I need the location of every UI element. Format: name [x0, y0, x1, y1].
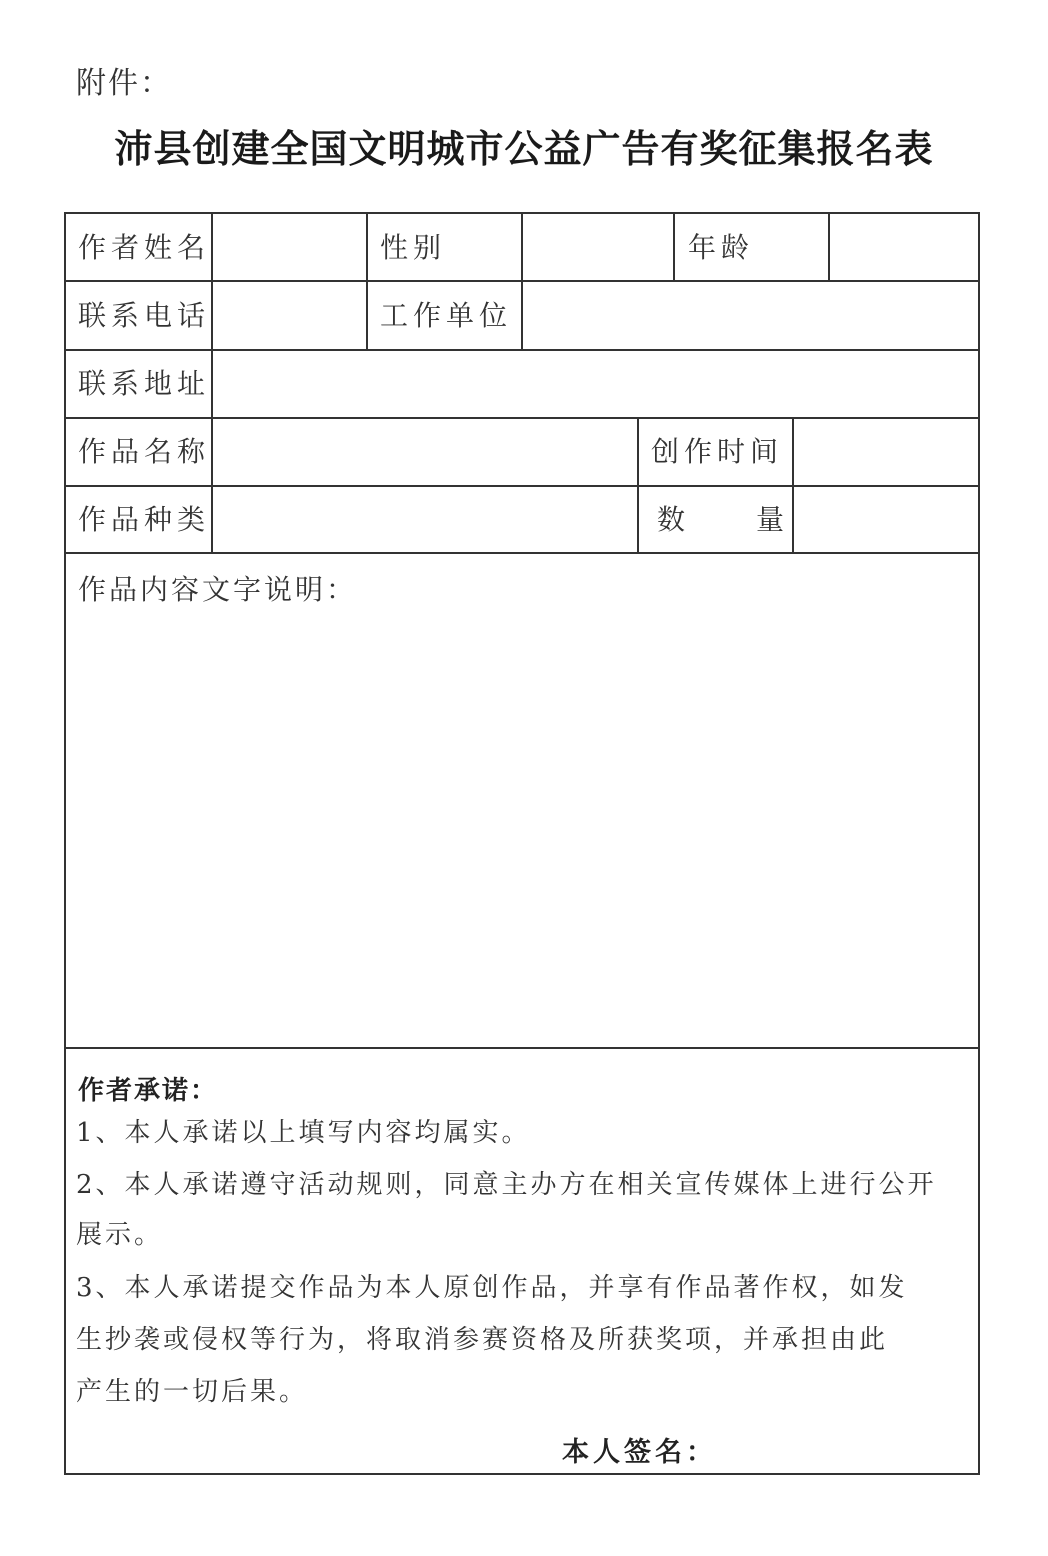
phone-field[interactable]	[213, 282, 366, 349]
author-name-label: 作者姓名	[78, 231, 211, 264]
quantity-field[interactable]	[794, 487, 978, 552]
attachment-label: 附件：	[76, 66, 172, 101]
registration-form	[64, 212, 980, 1475]
content-description-field[interactable]	[66, 554, 978, 1048]
gender-label: 性别	[380, 231, 447, 264]
pledge-item-2-line-2: 展示。	[76, 1220, 164, 1250]
gender-field[interactable]	[523, 214, 673, 280]
signature-label: 本人签名：	[562, 1437, 717, 1468]
creation-time-field[interactable]	[794, 419, 978, 485]
quantity-label: 数 量	[657, 503, 790, 536]
creation-time-label: 创作时间	[651, 435, 784, 468]
column-divider	[637, 417, 639, 552]
work-title-field[interactable]	[213, 419, 637, 485]
address-field[interactable]	[213, 351, 978, 417]
pledge-item-2-line-1: 2、本人承诺遵守活动规则，同意主办方在相关宣传媒体上进行公开	[76, 1170, 937, 1200]
column-divider	[366, 214, 368, 349]
work-unit-label: 工作单位	[380, 299, 513, 332]
pledge-item-3-line-1: 3、本人承诺提交作品为本人原创作品，并享有作品著作权，如发	[76, 1273, 908, 1303]
age-label: 年龄	[688, 231, 755, 264]
pledge-item-1: 1、本人承诺以上填写内容均属实。	[76, 1118, 531, 1148]
pledge-item-3-line-3: 产生的一切后果。	[76, 1377, 309, 1407]
pledge-item-3-line-2: 生抄袭或侵权等行为，将取消参赛资格及所获奖项，并承担由此	[76, 1325, 889, 1355]
phone-label: 联系电话	[78, 299, 211, 332]
age-field[interactable]	[830, 214, 978, 280]
work-type-label: 作品种类	[78, 503, 211, 536]
work-unit-field[interactable]	[523, 282, 978, 349]
column-divider	[673, 214, 675, 280]
pledge-title: 作者承诺：	[78, 1076, 219, 1106]
work-title-label: 作品名称	[78, 435, 211, 468]
form-title: 沛县创建全国文明城市公益广告有奖征集报名表	[114, 126, 934, 171]
work-type-field[interactable]	[213, 487, 637, 552]
author-name-field[interactable]	[213, 214, 366, 280]
content-description-label: 作品内容文字说明：	[78, 573, 358, 606]
address-label: 联系地址	[78, 367, 211, 400]
